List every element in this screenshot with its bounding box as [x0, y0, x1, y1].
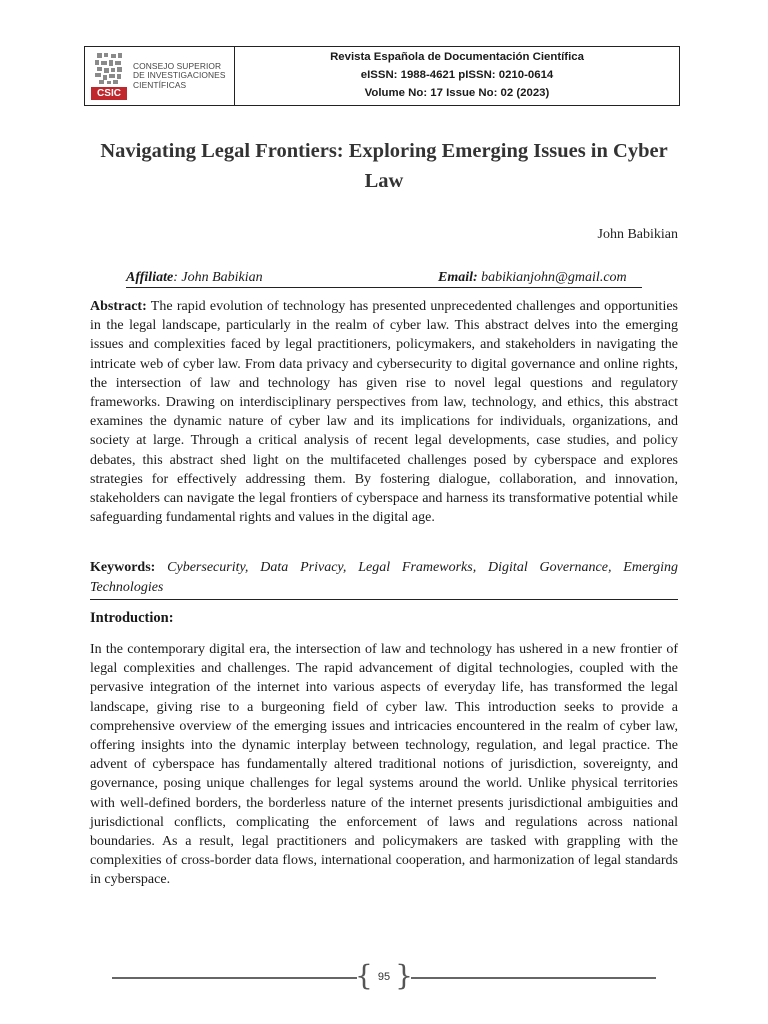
logo-line-3: CIENTÍFICAS	[133, 79, 187, 90]
journal-info	[235, 47, 679, 105]
page-number: 95	[377, 971, 391, 983]
affiliate-label: Affiliate	[126, 270, 174, 285]
paper-author: John Babikian	[597, 227, 678, 242]
abstract-label: Abstract:	[90, 299, 147, 314]
logo-line-1: CONSEJO SUPERIOR	[133, 60, 222, 71]
keywords-label: Keywords:	[90, 560, 156, 575]
journal-volume: Volume No: 17 Issue No: 02 (2023)	[364, 87, 550, 99]
email-link[interactable]: babikianjohn@gmail.com	[477, 270, 627, 285]
footer-rule-left	[112, 977, 357, 979]
email	[426, 270, 642, 288]
csic-logo-text	[133, 62, 226, 91]
csic-abbrev: CSIC	[91, 87, 127, 100]
footer-rule-right	[411, 977, 656, 979]
affiliate-value: : John Babikian	[173, 270, 263, 285]
right-brace-icon: }	[395, 959, 413, 992]
affiliate	[126, 270, 426, 288]
logo-line-2: DE INVESTIGACIONES	[133, 70, 226, 81]
intro-text: In the contemporary digital era, the intersection of law and technology has ushered in a new frontier of legal complexities and challenges. The rapid advancement of digital technologies, coupled with the pervasive integration of the internet into various aspects of everyday life, has transformed the legal landscape, giving rise to a burgeoning field of cyber law. This introduction seeks to provide a comprehensive overview of the emerging issues and intricacies encountered in the realm of cyber law, offering insights into the dynamic interplay between technology, regulation, and legal practice. The advent of cyberspace has fundamentally altered traditional notions of jurisdiction, sovereignty, and governance, posing unique challenges for legal systems around the world. Unlike physical territories with well-defined borders, the borderless nature of the internet presents jurisdictional ambiguities and jurisdictional conflicts, complicating the enforcement of laws and regulations across national boundaries. As a result, legal practitioners and policymakers are tasked with grappling with the complexities of cross-border data flows, international cooperation, and harmonization of legal standards in cyberspace.	[90, 642, 678, 888]
keywords-text: Cybersecurity, Data Privacy, Legal Frameworks, Digital Governance, Emerging Technologies	[90, 560, 678, 595]
left-brace-icon: {	[355, 959, 373, 992]
journal-issn: eISSN: 1988-4621 pISSN: 0210-0614	[360, 69, 554, 81]
abstract	[90, 297, 678, 527]
csic-emblem-icon	[91, 51, 127, 101]
intro-heading: Introduction:	[90, 610, 174, 626]
csic-logo	[85, 47, 235, 105]
keywords	[90, 558, 678, 600]
email-label: Email:	[438, 270, 478, 285]
page-number-box	[355, 959, 413, 992]
journal-name: Revista Española de Documentación Científica	[330, 51, 584, 63]
journal-header	[84, 46, 680, 106]
abstract-text: The rapid evolution of technology has presented unprecedented challenges and opportunities in the legal landscape, particularly in the realm of cyber law. This abstract delves into the emerging issues and complexities faced by legal practitioners, policymakers, and stakeholders in navigating the intricate web of cyber law. From data privacy and cybersecurity to digital governance and online rights, the intersection of law and technology has given rise to novel legal questions and regulatory frameworks. Drawing on interdisciplinary perspectives from law, technology, and ethics, this abstract examines the dynamic nature of cyber law and its implications for individuals, organizations, and society at large. Through a critical analysis of recent legal developments, case studies, and policy debates, this abstract shed light on the multifaceted challenges posed by cyberspace and explores strategies for effectively addressing them. By fostering dialogue, collaboration, and innovation, stakeholders can navigate the legal frontiers of cyberspace and harness its transformative potential while safeguarding fundamental rights and values in the digital age.	[90, 299, 678, 526]
paper-title: Navigating Legal Frontiers: Exploring Emerging Issues in Cyber Law	[100, 140, 668, 192]
